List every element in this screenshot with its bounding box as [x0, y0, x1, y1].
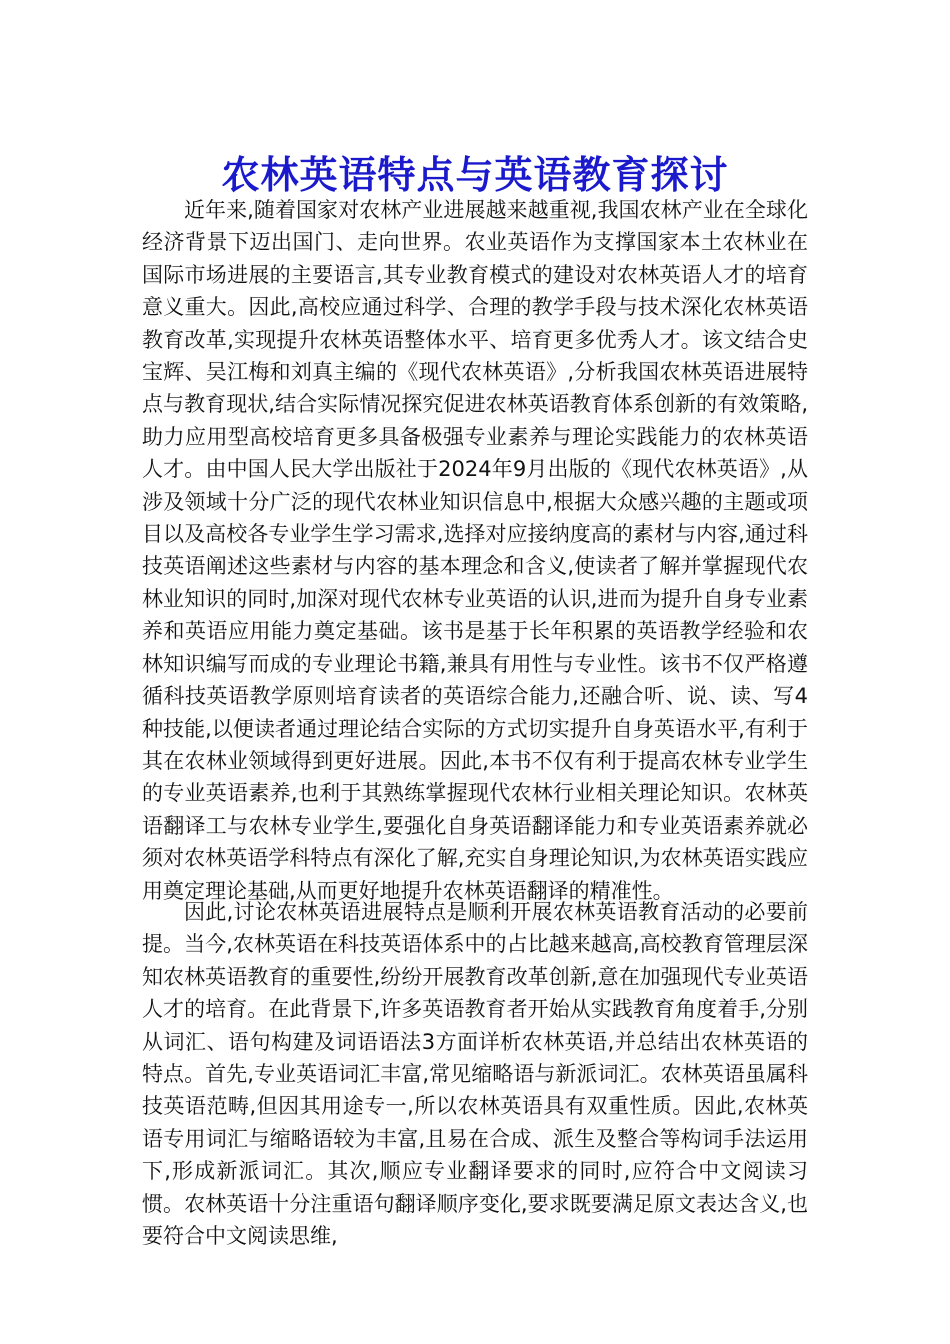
paragraph-2: 因此,讨论农林英语进展特点是顺利开展农林英语教育活动的必要前提。当今,农林英语在科技英语体系中的占比越来越高,高校教育管理层深知农林英语教育的重要性,纷纷开展教育改革创新,意在加强现代专业英语人才的培育。在此背景下,许多英语教育者开始从实践教育角度着手,分别从词汇、语句构建及词语语法3方面详析农林英语,并总结出农林英语的特点。首先,专业英语词汇丰富,常见缩略语与新派词汇。农林英语虽属科技英语范畴,但因其用途专一,所以农林英语具有双重性质。因此,农林英语专用词汇与缩略语较为丰富,且易在合成、派生及整合等构词手法运用下,形成新派词汇。其次,顺应专业翻译要求的同时,应符合中文阅读习惯。农林英语十分注重语句翻译顺序变化,要求既要满足原文表达含义,也要符合中文阅读思维, [142, 900, 808, 1249]
paragraph-1: 近年来,随着国家对农林产业进展越来越重视,我国农林产业在全球化经济背景下迈出国门、走向世界。农业英语作为支撑国家本土农林业在国际市场进展的主要语言,其专业教育模式的建设对农林英语人才的培育意义重大。因此,高校应通过科学、合理的教学手段与技术深化农林英语教育改革,实现提升农林英语整体水平、培育更多优秀人才。该文结合史宝辉、吴江梅和刘真主编的《现代农林英语》,分析我国农林英语进展特点与教育现状,结合实际情况探究促进农林英语教育体系创新的有效策略,助力应用型高校培育更多具备极强专业素养与理论实践能力的农林英语人才。由中国人民大学出版社于2024年9月出版的《现代农林英语》,从涉及领域十分广泛的现代农林业知识信息中,根据大众感兴趣的主题或项目以及高校各专业学生学习需求,选择对应接纳度高的素材与内容,通过科技英语阐述这些素材与内容的基本理念和含义,使读者了解并掌握现代农林业知识的同时,加深对现代农林专业英语的认识,进而为提升自身专业素养和英语应用能力奠定基础。该书是基于长年积累的英语教学经验和农林知识编写而成的专业理论书籍,兼具有用性与专业性。该书不仅严格遵循科技英语教学原则培育读者的英语综合能力,还融合听、说、读、写4种技能,以便读者通过理论结合实际的方式切实提升自身英语水平,有利于其在农林业领域得到更好进展。因此,本书不仅有利于提高农林专业学生的专业英语素养,也利于其熟练掌握现代农林行业相关理论知识。农林英语翻译工与农林专业学生,要强化自身英语翻译能力和专业英语素养就必须对农林英语学科特点有深化了解,充实自身理论知识,为农林英语实践应用奠定理论基础,从而更好地提升农林英语翻译的精准性。 [142, 198, 808, 903]
document-title: 农林英语特点与英语教育探讨 [221, 152, 729, 198]
